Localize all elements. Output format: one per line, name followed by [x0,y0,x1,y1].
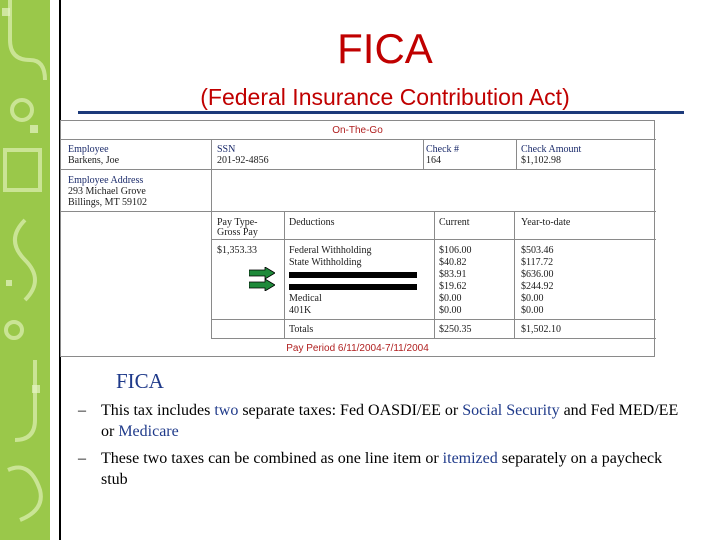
ytd-header: Year-to-date [521,217,571,228]
deduction-ytd: $503.46 [521,245,554,256]
slide-subtitle: (Federal Insurance Contribution Act) [200,84,570,110]
keyword-two: two [214,402,239,419]
bullet-item [78,400,688,444]
deduction-name: Medical [289,293,322,304]
deduction-name: State Withholding [289,257,362,268]
bullet-item [78,448,688,492]
grid-line [211,139,212,338]
pay-type-label: Pay Type- [217,217,258,228]
grid-line [61,169,656,170]
check-number-label: Check # [426,144,460,155]
deduction-name: Federal Withholding [289,245,372,256]
deduction-current: $83.91 [439,269,467,280]
deduction-current: $0.00 [439,293,462,304]
paycheck-stub [60,120,655,357]
totals-current: $250.35 [439,324,472,335]
check-number-value: 164 [426,155,441,166]
text-run: This tax includes [101,402,215,419]
text-run: and Fed MED/EE or [101,402,679,440]
section-heading: FICA [116,369,164,393]
deduction-ytd: $0.00 [521,305,544,316]
bullet-text [101,400,686,442]
text-run: separate taxes: Fed OASDI/EE or [238,402,463,419]
deduction-current: $106.00 [439,245,472,256]
arrow-right-icon [249,279,275,291]
redacted-deduction-bar [289,284,417,290]
current-header: Current [439,217,470,228]
address-label: Employee Address [68,175,144,186]
title-underline [78,111,684,114]
deduction-current: $40.82 [439,257,467,268]
grid-line [423,139,424,169]
keyword-medicare: Medicare [118,423,179,440]
arrow-right-icon [249,267,275,279]
ssn-value: 201-92-4856 [217,155,269,166]
deduction-name: 401K [289,305,312,316]
sidebar-pattern [0,0,50,540]
address-line-2: Billings, MT 59102 [68,197,147,208]
bullet-dash: – [78,450,86,467]
totals-label: Totals [289,324,314,335]
check-amount-label: Check Amount [521,144,582,155]
totals-ytd: $1,502.10 [521,324,561,335]
text-run: These two taxes can be combined as one line item or [101,450,443,467]
grid-line [61,211,656,212]
slide-title: FICA [337,25,433,72]
gross-pay-value: $1,353.33 [217,245,257,256]
deduction-current: $19.62 [439,281,467,292]
text-run: separately on a paycheck stub [101,450,663,488]
deduction-current: $0.00 [439,305,462,316]
gross-pay-label: Gross Pay [217,227,258,238]
grid-line [284,211,285,338]
grid-line [434,211,435,338]
pay-period: Pay Period 6/11/2004-7/11/2004 [286,343,429,354]
keyword-itemized: itemized [442,450,498,467]
deduction-ytd: $0.00 [521,293,544,304]
deduction-ytd: $117.72 [521,257,554,268]
deduction-ytd: $636.00 [521,269,554,280]
deductions-header: Deductions [289,217,335,228]
redacted-deduction-bar [289,272,417,278]
keyword-social-security: Social Security [462,402,560,419]
grid-line [61,139,656,140]
address-line-1: 293 Michael Grove [68,186,146,197]
employee-name: Barkens, Joe [68,155,120,166]
bullet-text [101,448,686,490]
employee-label: Employee [68,144,109,155]
stub-company-name: On-The-Go [332,125,383,136]
grid-line [211,338,656,339]
deduction-ytd: $244.92 [521,281,554,292]
grid-line [516,139,517,169]
bullet-dash: – [78,402,86,419]
grid-line [514,211,515,338]
decorative-sidebar [0,0,50,540]
check-amount-value: $1,102.98 [521,155,561,166]
ssn-label: SSN [217,144,236,155]
